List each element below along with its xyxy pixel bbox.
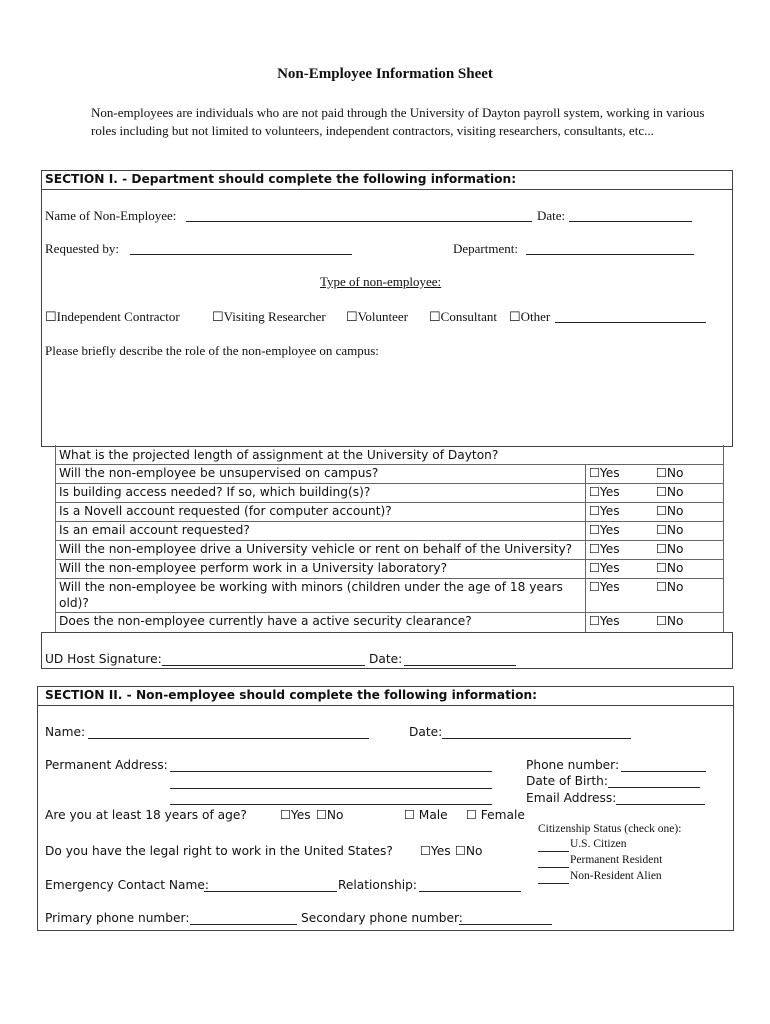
department-field[interactable] xyxy=(526,254,694,255)
yes-drive-vehicle[interactable]: ☐Yes xyxy=(589,542,620,556)
non-employee-name-field[interactable] xyxy=(186,221,532,222)
checkbox-independent-contractor[interactable]: ☐Independent Contractor xyxy=(45,309,180,324)
no-minors[interactable]: ☐No xyxy=(656,580,684,594)
name-label: Name: xyxy=(45,725,86,739)
yes-laboratory[interactable]: ☐Yes xyxy=(589,561,620,575)
yes-building-access[interactable]: ☐Yes xyxy=(589,485,620,499)
female-checkbox[interactable]: ☐ Female xyxy=(466,808,525,822)
no-drive-vehicle[interactable]: ☐No xyxy=(656,542,684,556)
question-security-clearance: Does the non-employee currently have a active security clearance? xyxy=(59,614,472,628)
host-date-field[interactable] xyxy=(404,665,516,666)
permanent-address-label: Permanent Address: xyxy=(45,758,168,772)
section2-date-label: Date: xyxy=(409,725,443,739)
question-novell-account: Is a Novell account requested (for computer account)? xyxy=(59,504,392,518)
page-title: Non-Employee Information Sheet xyxy=(277,66,493,82)
address-line-2[interactable] xyxy=(170,788,492,789)
age-yes-checkbox[interactable]: ☐Yes xyxy=(280,808,311,822)
question-minors: Will the non-employee be working with minors (children under the age of 18 years xyxy=(59,580,563,594)
emergency-contact-field[interactable] xyxy=(204,891,337,892)
checkbox-visiting-researcher[interactable]: ☐Visiting Researcher xyxy=(212,309,326,324)
relationship-field[interactable] xyxy=(419,891,521,892)
address-line-1[interactable] xyxy=(170,771,492,772)
date-of-birth-field[interactable] xyxy=(608,787,700,788)
question-building-access: Is building access needed? If so, which building(s)? xyxy=(59,485,371,499)
primary-phone-field[interactable] xyxy=(190,924,297,925)
non-resident-alien-blank[interactable] xyxy=(538,883,569,884)
address-line-3[interactable] xyxy=(170,804,492,805)
host-date-label: Date: xyxy=(369,652,403,666)
no-unsupervised[interactable]: ☐No xyxy=(656,466,684,480)
us-citizen-blank[interactable] xyxy=(538,851,569,852)
section1-heading-rule xyxy=(41,189,732,190)
no-laboratory[interactable]: ☐No xyxy=(656,561,684,575)
yes-security-clearance[interactable]: ☐Yes xyxy=(589,614,620,628)
primary-phone-label: Primary phone number: xyxy=(45,911,190,925)
question-assignment-length: What is the projected length of assignment at the University of Dayton? xyxy=(59,448,499,462)
question-unsupervised: Will the non-employee be unsupervised on campus? xyxy=(59,466,379,480)
intro-paragraph: Non-employees are individuals who are not paid through the University of Dayton payroll system, working in various roles including but not limited to volunteers, independent contractors, visiting researchers, consultants, etc... xyxy=(91,105,705,138)
work-no-checkbox[interactable]: ☐No xyxy=(455,844,483,858)
no-email-account[interactable]: ☐No xyxy=(656,523,684,537)
secondary-phone-field[interactable] xyxy=(459,924,552,925)
no-novell-account[interactable]: ☐No xyxy=(656,504,684,518)
phone-number-label: Phone number: xyxy=(526,758,620,772)
section2-heading: SECTION II. - Non-employee should complete the following information: xyxy=(45,688,538,702)
work-right-question: Do you have the legal right to work in the United States? xyxy=(45,844,393,858)
relationship-label: Relationship: xyxy=(338,878,417,892)
section1-heading: SECTION I. - Department should complete the following information: xyxy=(45,172,517,186)
name-field[interactable] xyxy=(88,738,369,739)
host-signature-label: UD Host Signature: xyxy=(45,652,162,666)
yes-novell-account[interactable]: ☐Yes xyxy=(589,504,620,518)
host-signature-field[interactable] xyxy=(162,665,365,666)
question-laboratory: Will the non-employee perform work in a University laboratory? xyxy=(59,561,448,575)
question-email-account: Is an email account requested? xyxy=(59,523,250,537)
yes-minors[interactable]: ☐Yes xyxy=(589,580,620,594)
checkbox-volunteer[interactable]: ☐Volunteer xyxy=(346,309,408,324)
type-heading: Type of non-employee: xyxy=(320,274,442,289)
non-employee-name-label: Name of Non-Employee: xyxy=(45,208,177,223)
checkbox-consultant[interactable]: ☐Consultant xyxy=(429,309,497,324)
describe-role-label: Please briefly describe the role of the non-employee on campus: xyxy=(45,343,379,358)
male-checkbox[interactable]: ☐ Male xyxy=(404,808,448,822)
date-of-birth-label: Date of Birth: xyxy=(526,774,608,788)
secondary-phone-label: Secondary phone number: xyxy=(301,911,463,925)
yes-email-account[interactable]: ☐Yes xyxy=(589,523,620,537)
age-question: Are you at least 18 years of age? xyxy=(45,808,247,822)
date-label: Date: xyxy=(537,208,566,223)
us-citizen-label: U.S. Citizen xyxy=(570,838,627,850)
citizenship-heading: Citizenship Status (check one): xyxy=(538,823,682,835)
section2-heading-rule xyxy=(37,705,733,706)
email-address-field[interactable] xyxy=(616,804,705,805)
emergency-contact-label: Emergency Contact Name: xyxy=(45,878,209,892)
date-field[interactable] xyxy=(569,221,692,222)
non-resident-alien-label: Non-Resident Alien xyxy=(570,870,662,882)
email-address-label: Email Address: xyxy=(526,791,617,805)
section2-date-field[interactable] xyxy=(442,738,631,739)
question-drive-vehicle: Will the non-employee drive a University vehicle or rent on behalf of the University? xyxy=(59,542,573,556)
checkbox-other[interactable]: ☐Other xyxy=(509,309,551,324)
phone-number-field[interactable] xyxy=(621,771,706,772)
age-no-checkbox[interactable]: ☐No xyxy=(316,808,344,822)
question-minors-cont: old)? xyxy=(59,596,89,610)
requested-by-field[interactable] xyxy=(130,254,352,255)
requested-by-label: Requested by: xyxy=(45,241,120,256)
permanent-resident-label: Permanent Resident xyxy=(570,854,663,866)
work-yes-checkbox[interactable]: ☐Yes xyxy=(420,844,451,858)
permanent-resident-blank[interactable] xyxy=(538,867,569,868)
department-label: Department: xyxy=(453,241,518,256)
no-building-access[interactable]: ☐No xyxy=(656,485,684,499)
no-security-clearance[interactable]: ☐No xyxy=(656,614,684,628)
other-field[interactable] xyxy=(555,322,706,323)
yes-unsupervised[interactable]: ☐Yes xyxy=(589,466,620,480)
